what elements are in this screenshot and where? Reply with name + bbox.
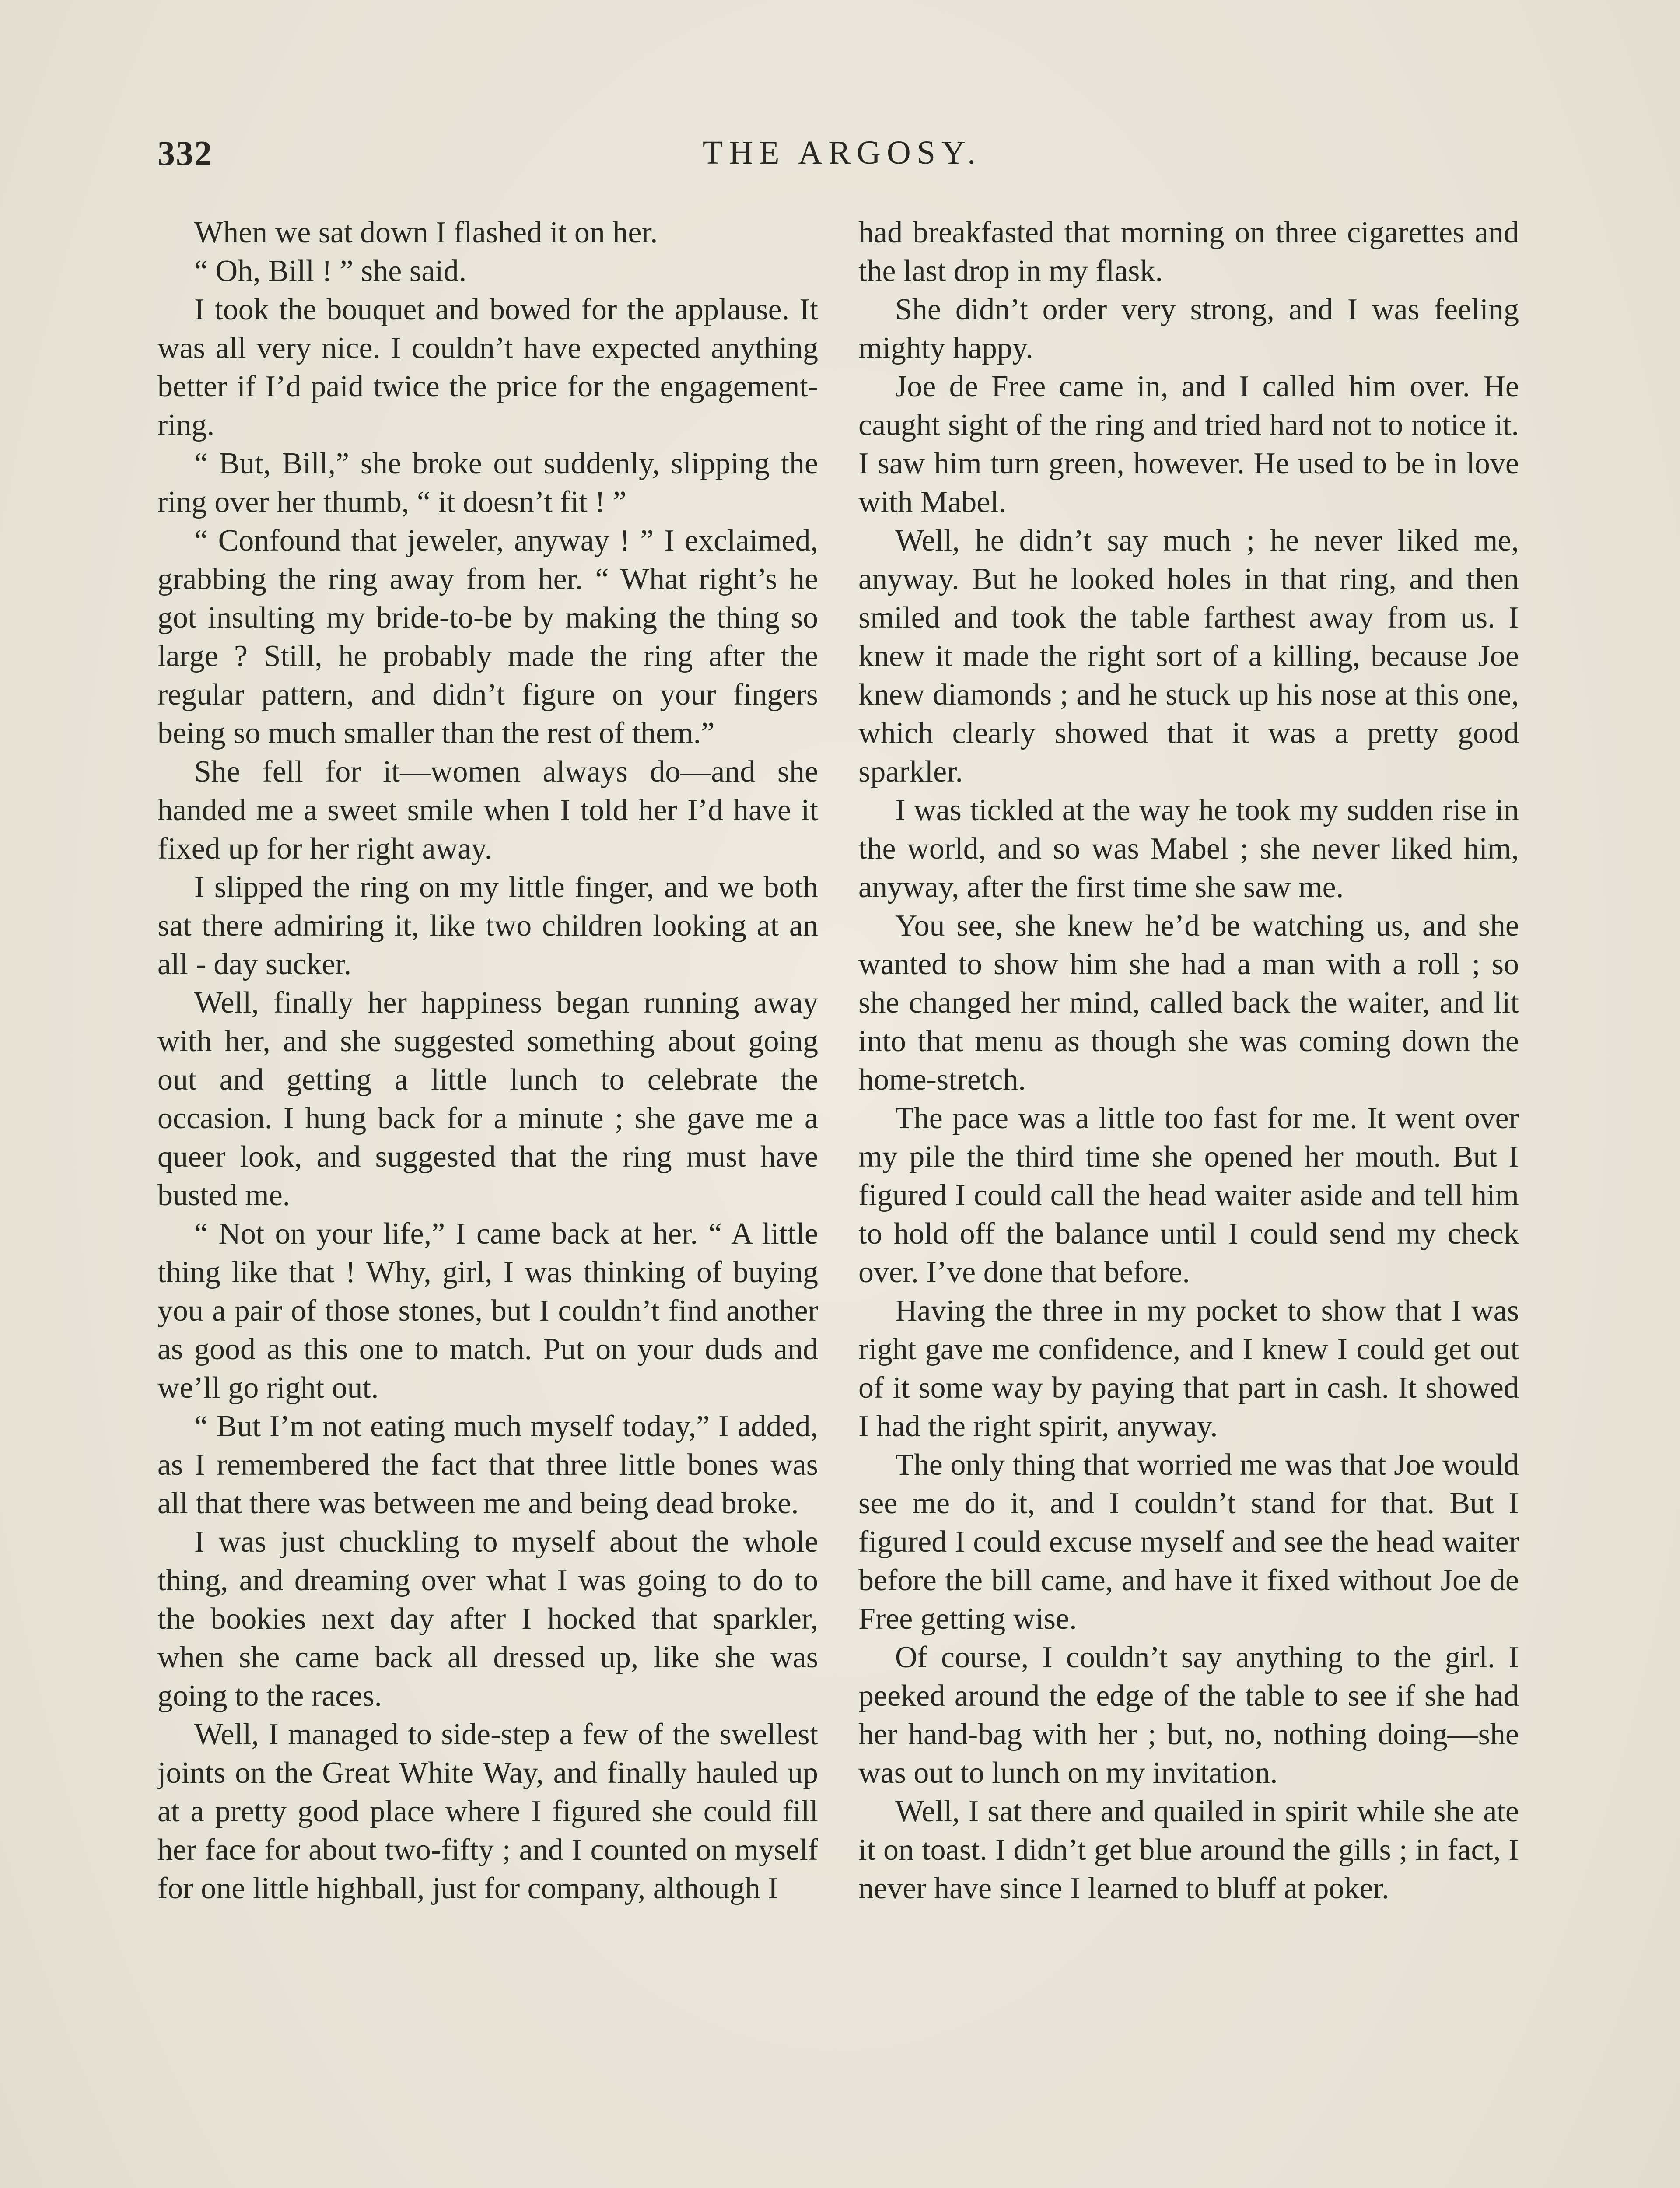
paragraph: She fell for it—women always do—and she handed me a sweet smile when I told her I’d have it fixed up for her right away. bbox=[158, 755, 818, 866]
paragraph: I slipped the ring on my little finger, and we both sat there admiring it, like two children looking at an all - day sucker. bbox=[158, 870, 818, 981]
paragraph: She didn’t order very strong, and I was feeling mighty happy. bbox=[858, 293, 1519, 365]
paragraph: “ But I’m not eating much myself today,” I added, as I remembered the fact that three little bones was all that there was between me and being dead broke. bbox=[158, 1410, 818, 1520]
paragraph: I was just chuckling to myself about the whole thing, and dreaming over what I was going to do to the bookies next day after I hocked that sparkler, when she came back all dressed up, like she was going to the races. bbox=[158, 1525, 818, 1713]
paragraph: “ Not on your life,” I came back at her. “ A little thing like that ! Why, girl, I was thinking of buying you a pair of those stones, but I couldn’t find another as good as this one to match. Put on your duds and we’ll go right out. bbox=[158, 1217, 818, 1405]
text-column-left bbox=[158, 214, 818, 1908]
text-column-right bbox=[858, 214, 1519, 1908]
page-number: 332 bbox=[158, 134, 213, 173]
paragraph: I took the bouquet and bowed for the applause. It was all very nice. I couldn’t have expected anything better if I’d paid twice the price for the engagement-ring. bbox=[158, 293, 818, 442]
paragraph: I was tickled at the way he took my sudden rise in the world, and so was Mabel ; she never liked him, anyway, after the first time she saw me. bbox=[858, 793, 1519, 904]
paragraph: Joe de Free came in, and I called him over. He caught sight of the ring and tried hard not to notice it. I saw him turn green, however. He used to be in love with Mabel. bbox=[858, 370, 1519, 519]
paragraph: You see, she knew he’d be watching us, and she wanted to show him she had a man with a roll ; so she changed her mind, called back the waiter, and lit into that menu as though she was coming down the home-stretch. bbox=[858, 909, 1519, 1097]
paragraph: Well, finally her happiness began running away with her, and she suggested something about going out and getting a little lunch to celebrate the occasion. I hung back for a minute ; she gave me a queer look, and suggested that the ring must have busted me. bbox=[158, 986, 818, 1212]
paragraph: The pace was a little too fast for me. It went over my pile the third time she opened her mouth. But I figured I could call the head waiter aside and tell him to hold off the balance until I could send my check over. I’ve done that before. bbox=[858, 1101, 1519, 1289]
paragraph: Of course, I couldn’t say anything to the girl. I peeked around the edge of the table to see if she had her hand-bag with her ; but, no, nothing doing—she was out to lunch on my invitation. bbox=[858, 1641, 1519, 1790]
paragraph: Having the three in my pocket to show that I was right gave me confidence, and I knew I could get out of it some way by paying that part in cash. It showed I had the right spirit, anyway. bbox=[858, 1294, 1519, 1443]
paragraph: had breakfasted that morning on three cigarettes and the last drop in my flask. bbox=[858, 216, 1519, 288]
paragraph: “ But, Bill,” she broke out suddenly, slipping the ring over her thumb, “ it doesn’t fit ! ” bbox=[158, 447, 818, 519]
paragraph: When we sat down I flashed it on her. bbox=[194, 216, 658, 249]
paragraph: “ Oh, Bill ! ” she said. bbox=[194, 254, 467, 288]
paragraph: Well, I sat there and quailed in spirit while she ate it on toast. I didn’t get blue around the gills ; in fact, I never have since I learned to bluff at poker. bbox=[858, 1795, 1519, 1905]
paragraph: “ Confound that jeweler, anyway ! ” I exclaimed, grabbing the ring away from her. “ What right’s he got insulting my bride-to-be by making the thing so large ? Still, he probably made the ring after the regular pattern, and didn’t figure on your fingers being so much smaller than the rest of them.” bbox=[158, 524, 818, 750]
paragraph: Well, he didn’t say much ; he never liked me, anyway. But he looked holes in that ring, and then smiled and took the table farthest away from us. I knew it made the right sort of a killing, because Joe knew diamonds ; and he stuck up his nose at this one, which clearly showed that it was a pretty good sparkler. bbox=[858, 524, 1519, 789]
paragraph: The only thing that worried me was that Joe would see me do it, and I couldn’t stand for that. But I figured I could excuse myself and see the head waiter before the bill came, and have it fixed without Joe de Free getting wise. bbox=[858, 1448, 1519, 1636]
page-header bbox=[158, 134, 1527, 178]
running-title: THE ARGOSY. bbox=[702, 134, 982, 171]
paragraph: Well, I managed to side-step a few of the swellest joints on the Great White Way, and finally hauled up at a pretty good place where I figured she could fill her face for about two-fifty ; and I counted on myself for one little highball, just for company, although I bbox=[158, 1718, 818, 1905]
